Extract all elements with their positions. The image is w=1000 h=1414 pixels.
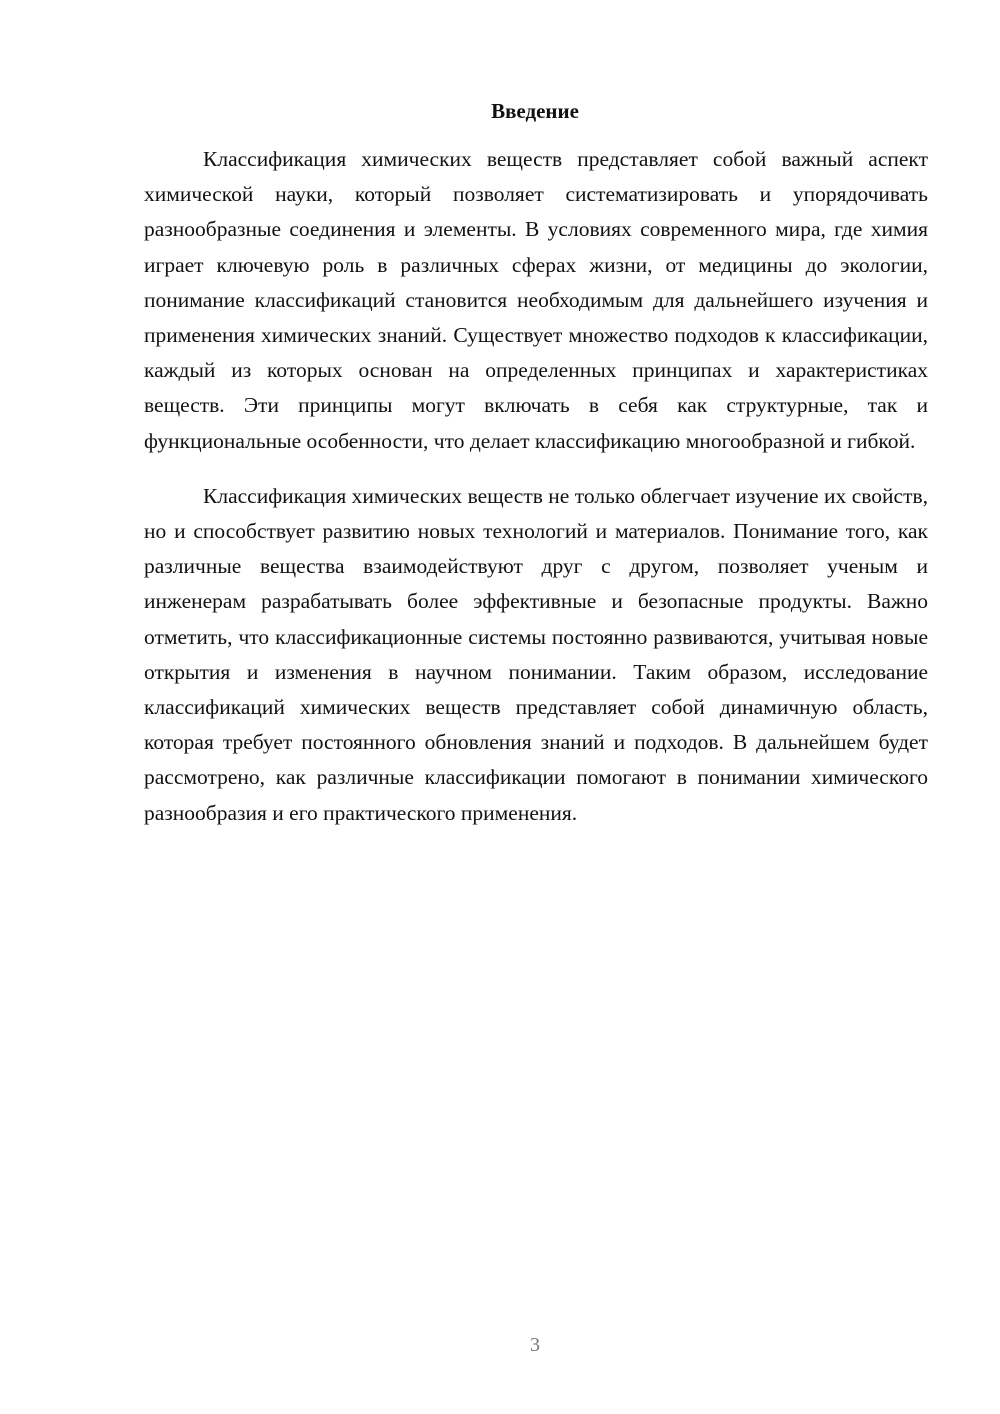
paragraph-1: Классификация химических веществ представляет собой важный аспект химической науки, который позволяет систематизировать и упорядочивать разнообразные соединения и элементы. В условиях современного мира, где химия играет ключевую роль в различных сферах жизни, от медицины до экологии, понимание классификаций становится необходимым для дальнейшего изучения и применения химических знаний. Существует множество подходов к классификации, каждый из которых основан на определенных принципах и характеристиках веществ. Эти принципы могут включать в себя как структурные, так и функциональные особенности, что делает классификацию многообразной и гибкой.	[144, 147, 928, 453]
body-text	[144, 142, 928, 831]
paragraph-2: Классификация химических веществ не только облегчает изучение их свойств, но и способствует развитию новых технологий и материалов. Понимание того, как различные вещества взаимодействуют друг с другом, позволяет ученым и инженерам разрабатывать более эффективные и безопасные продукты. Важно отметить, что классификационные системы постоянно развиваются, учитывая новые открытия и изменения в научном понимании. Таким образом, исследование классификаций химических веществ представляет собой динамичную область, которая требует постоянного обновления знаний и подходов. В дальнейшем будет рассмотрено, как различные классификации помогают в понимании химического разнообразия и его практического применения.	[144, 483, 928, 825]
page-number: 3	[530, 1334, 540, 1356]
section-title: Введение	[491, 99, 579, 123]
